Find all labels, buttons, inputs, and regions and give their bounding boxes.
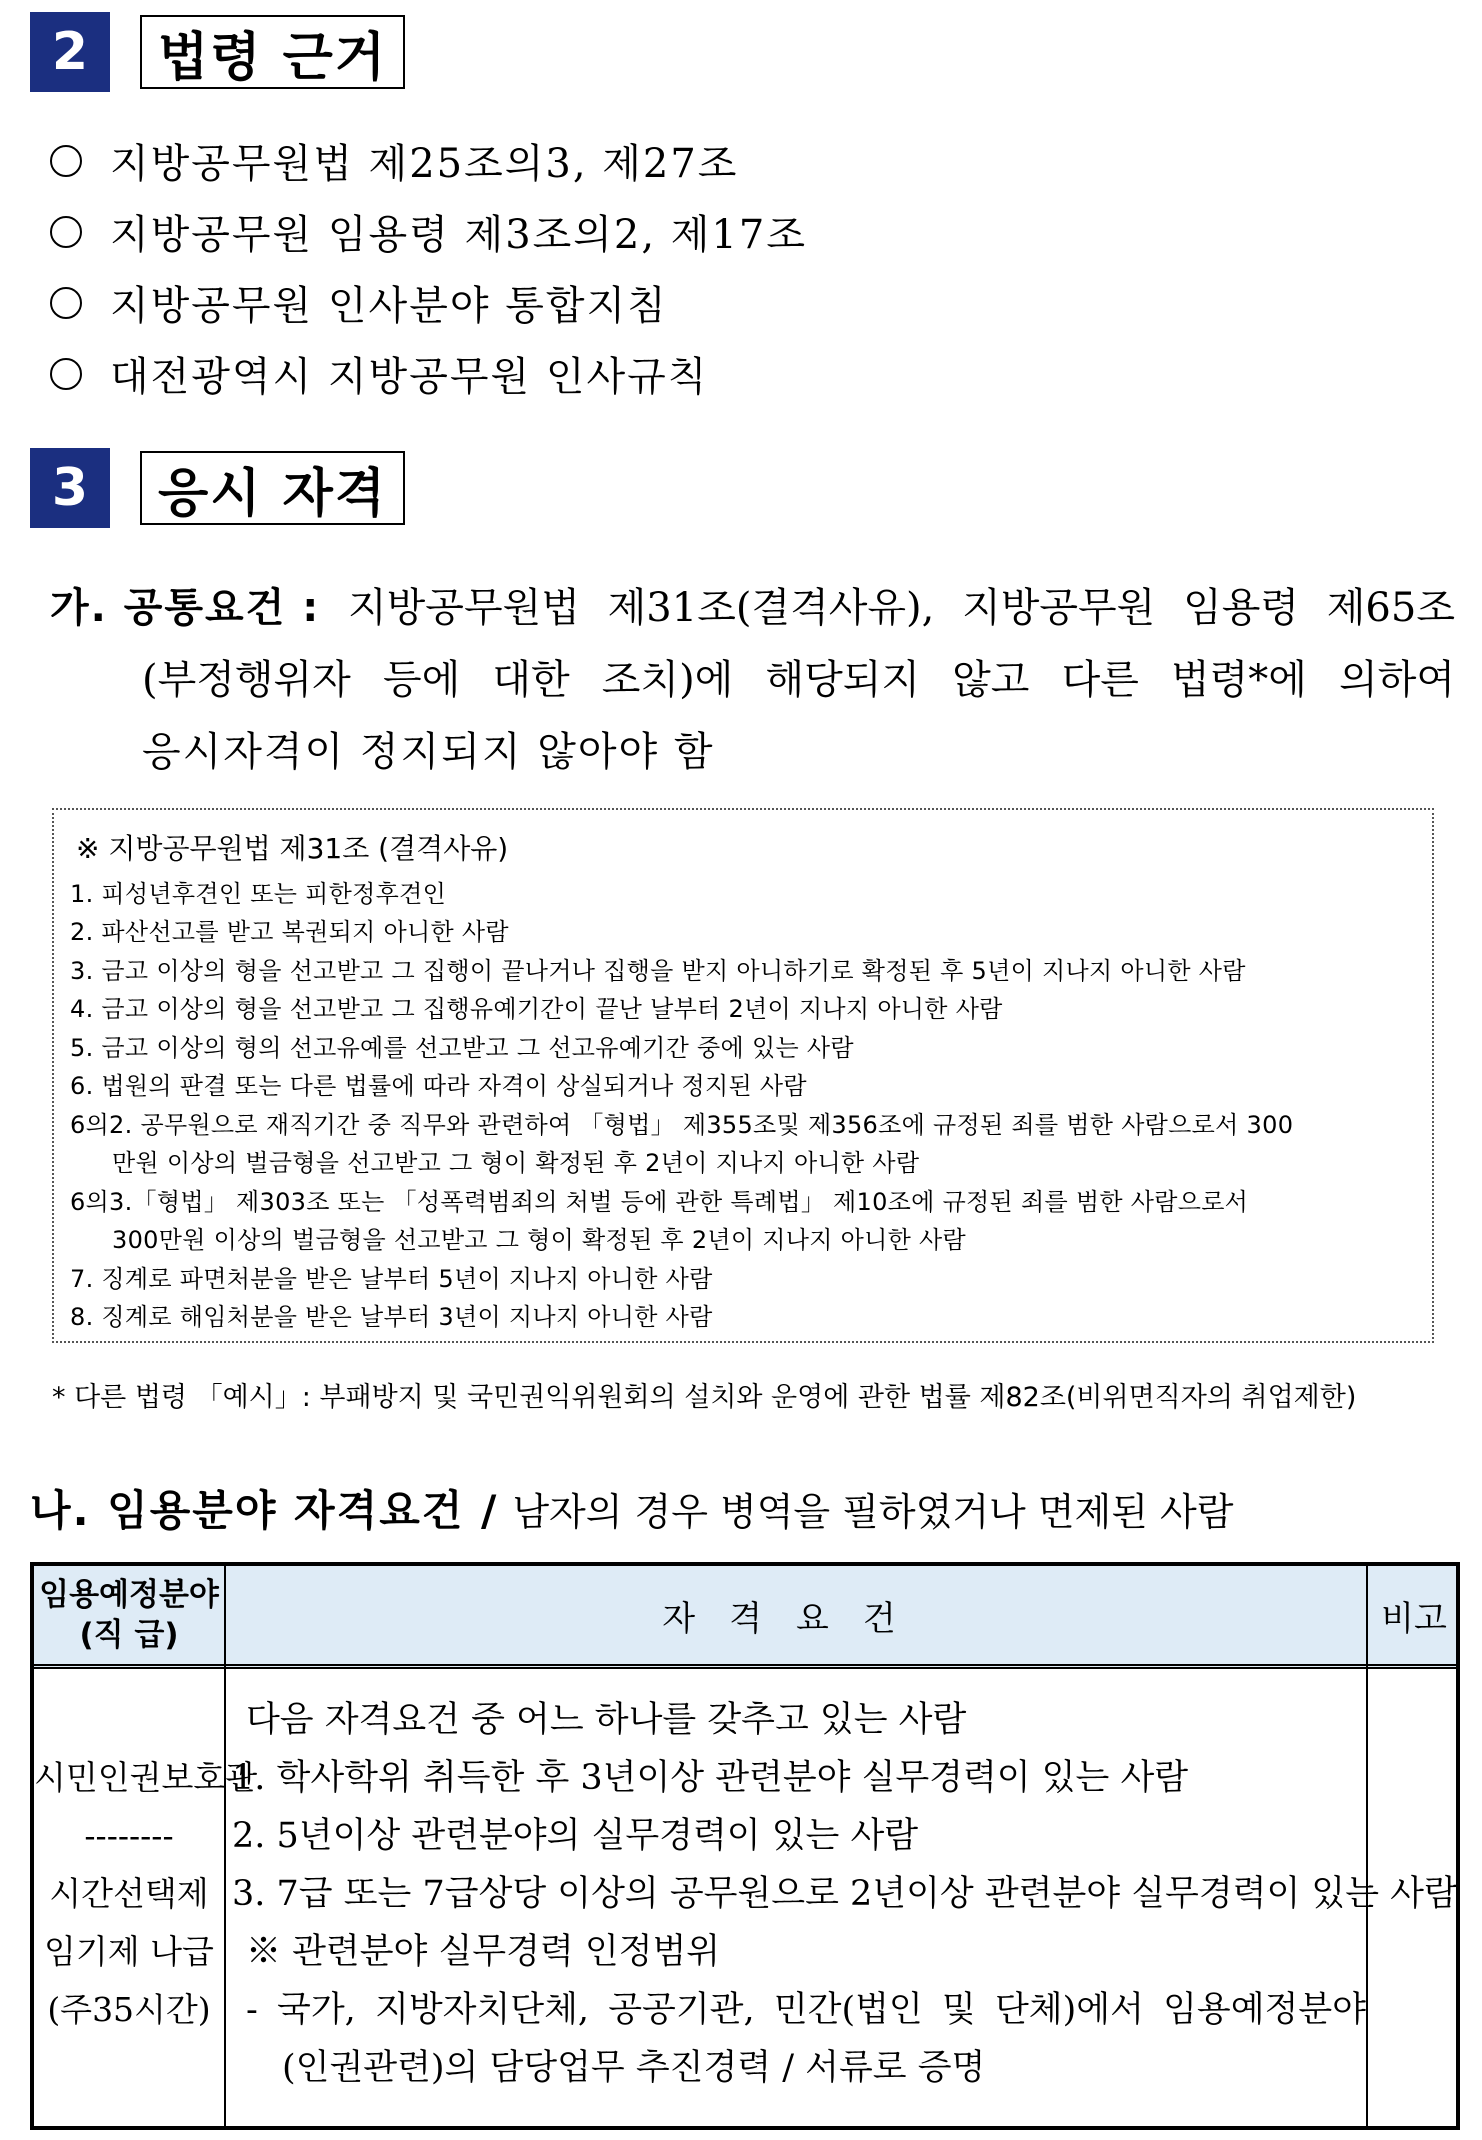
note-title: ※ 지방공무원법 제31조 (결격사유) bbox=[76, 832, 509, 865]
legal-basis-list bbox=[50, 125, 807, 409]
list-item: 3. 7급 또는 7급상당 이상의 공무원으로 2년이상 관련분야 실무경력이 있는 사람 bbox=[232, 1874, 1458, 1914]
footnote: * 다른 법령 「예시」: 부패방지 및 국민권익위원회의 설치와 운영에 관한 법률 제82조(비위면직자의 취업제한) bbox=[52, 1382, 1357, 1413]
list-item: 6의3.「형법」 제303조 또는 「성폭력범죄의 처벌 등에 관한 특례법」 제10조에 규정된 죄를 범한 사람으로서 bbox=[70, 1187, 1249, 1216]
list-item: 300만원 이상의 벌금형을 선고받고 그 형이 확정된 후 2년이 지나지 아니한 사람 bbox=[112, 1226, 967, 1255]
section-title: 법령 근거 bbox=[140, 15, 405, 89]
circle-bullet-icon bbox=[50, 145, 82, 177]
list-item: 만원 이상의 벌금형을 선고받고 그 형이 확정된 후 2년이 지나지 아니한 사람 bbox=[112, 1149, 920, 1178]
position-cell: 시민인권보호관 -------- 시간선택제 임기제 나급 (주35시간) bbox=[34, 1758, 258, 2029]
disqualification-note-box bbox=[52, 808, 1434, 1343]
common-requirements-label: 가. 공통요건 : bbox=[50, 585, 321, 631]
section-title: 응시 자격 bbox=[140, 451, 405, 525]
header-requirements: 자격요건 bbox=[662, 1598, 930, 1639]
list-item: 4. 금고 이상의 형을 선고받고 그 집행유예기간이 끝난 날부터 2년이 지나지 아니한 사람 bbox=[70, 995, 1003, 1024]
circle-bullet-icon bbox=[50, 358, 82, 390]
list-item: 7. 징계로 파면처분을 받은 날부터 5년이 지나지 아니한 사람 bbox=[70, 1264, 713, 1293]
list-item: 대전광역시 지방공무원 인사규칙 bbox=[50, 338, 807, 409]
position-requirements-label: 나. 임용분야 자격요건 / bbox=[30, 1486, 499, 1535]
list-item: 지방공무원 임용령 제3조의2, 제17조 bbox=[50, 196, 807, 267]
section-number: 2 bbox=[30, 12, 110, 92]
list-item: 6. 법원의 판결 또는 다른 법률에 따라 자격이 상실되거나 정지된 사람 bbox=[70, 1072, 807, 1101]
list-item: 2. 5년이상 관련분야의 실무경력이 있는 사람 bbox=[232, 1816, 919, 1856]
section-number: 3 bbox=[30, 448, 110, 528]
list-item: 지방공무원법 제25조의3, 제27조 bbox=[50, 125, 807, 196]
section-2-header bbox=[30, 12, 405, 92]
list-item: 1. 피성년후견인 또는 피한정후견인 bbox=[70, 879, 447, 908]
common-requirements: 가. 공통요건 : 지방공무원법 제31조(결격사유), 지방공무원 임용령 제65조 (부정행위자 등에 대한 조치)에 해당되지 않고 다른 법령*에 의하여 응시자격이 정지되지 않아야 함 bbox=[50, 572, 1455, 788]
list-item: 8. 징계로 해임처분을 받은 날부터 3년이 지나지 아니한 사람 bbox=[70, 1303, 713, 1332]
list-item: 지방공무원 인사분야 통합지침 bbox=[50, 267, 807, 338]
section-3-header bbox=[30, 448, 405, 528]
list-item: 1. 학사학위 취득한 후 3년이상 관련분야 실무경력이 있는 사람 bbox=[232, 1758, 1189, 1798]
requirements-cell: 다음 자격요건 중 어느 하나를 갖추고 있는 사람 1. 학사학위 취득한 후 3년이상 관련분야 실무경력이 있는 사람 2. 5년이상 관련분야의 실무경력이 있는 사람 3. 7급 또는 7급상당 이상의 공무원으로 2년이상 관련분야 실무경력이 있는 사람 ※ 관련분야 실무경력 인정범위 - 국가, 지방자치단체, 공공기관, 민간(법인 및 단체)에서 임용예정분야 (인권관련)의 담당업무 추진경력 / 서류로 증명 bbox=[232, 1700, 1458, 2088]
qualification-table bbox=[30, 1562, 1460, 2130]
header-position: 임용예정분야 (직 급) bbox=[39, 1577, 219, 1653]
list-item: 2. 파산선고를 받고 복권되지 아니한 사람 bbox=[70, 918, 509, 947]
list-item: 5. 금고 이상의 형의 선고유예를 선고받고 그 선고유예기간 중에 있는 사람 bbox=[70, 1033, 854, 1062]
position-requirements-heading: 나. 임용분야 자격요건 / 남자의 경우 병역을 필하였거나 면제된 사람 bbox=[30, 1478, 1233, 1538]
circle-bullet-icon bbox=[50, 216, 82, 248]
list-item: 6의2. 공무원으로 재직기간 중 직무와 관련하여 「형법」 제355조및 제356조에 규정된 죄를 범한 사람으로서 300 bbox=[70, 1110, 1294, 1139]
list-item: 3. 금고 이상의 형을 선고받고 그 집행이 끝나거나 집행을 받지 아니하기로 확정된 후 5년이 지나지 아니한 사람 bbox=[70, 956, 1246, 985]
circle-bullet-icon bbox=[50, 287, 82, 319]
header-remarks: 비고 bbox=[1381, 1598, 1447, 1639]
